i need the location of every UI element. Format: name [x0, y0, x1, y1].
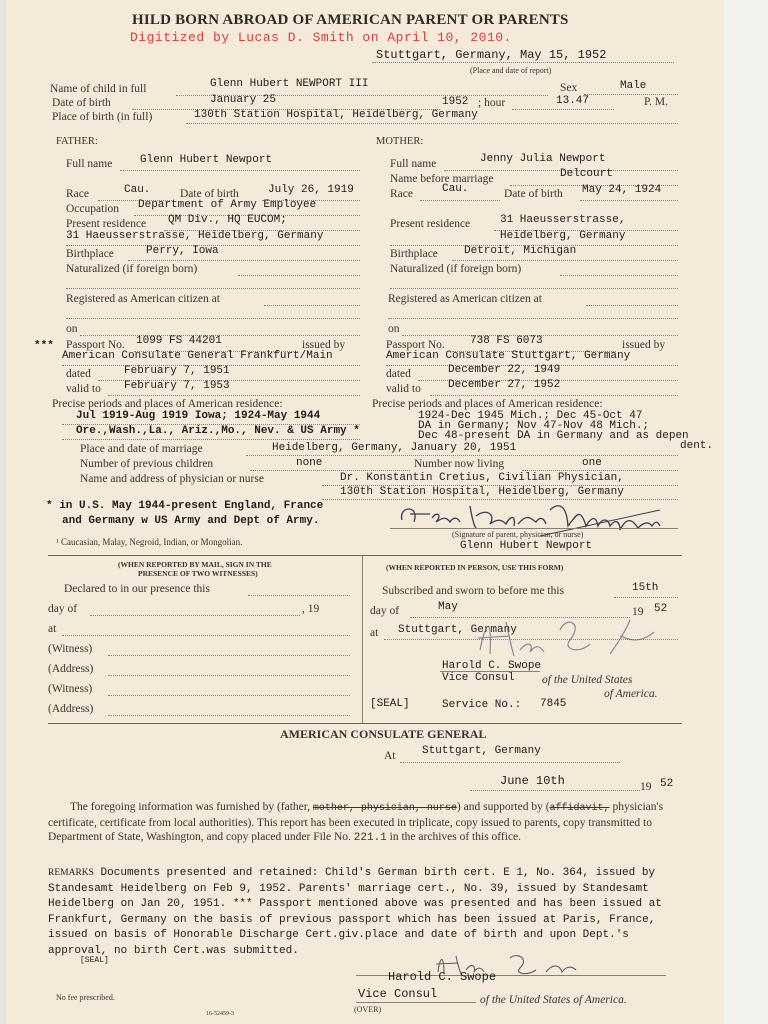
address-2: (Address) [48, 703, 94, 715]
sworn-place: Stuttgart, Germany [398, 624, 517, 636]
bottom-officer-title: Vice Consul [358, 987, 438, 1001]
mother-birthplace-label: Birthplace [390, 248, 438, 260]
father-dob-label: Date of birth [180, 188, 239, 200]
form-title: HILD BORN ABROAD OF AMERICAN PARENT OR PARENTS [132, 12, 569, 28]
mother-passport-label: Passport No. [386, 339, 445, 351]
father-passport-no: 1099 FS 44201 [136, 335, 222, 347]
report-place-date: Stuttgart, Germany, May 15, 1952 [376, 48, 607, 62]
father-dated-label: dated [66, 368, 91, 380]
file-number: 221.1 [353, 832, 387, 844]
marriage-value: Heidelberg, Germany, January 20, 1951 [272, 442, 517, 454]
remarks-block [48, 866, 688, 959]
place-date-caption: (Place and date of report) [470, 66, 552, 75]
mail-heading-1: (WHEN REPORTED BY MAIL, SIGN IN THE [118, 560, 272, 569]
marriage-label: Place and date of marriage [80, 443, 203, 455]
father-race-label: Race [66, 188, 89, 200]
father-periods-1: Jul 1919-Aug 1919 Iowa; 1924-May 1944 [76, 410, 321, 422]
sworn-of-us-2: of America. [604, 688, 658, 700]
father-valid-to: February 7, 1953 [124, 380, 230, 392]
right-day-of: day of [370, 605, 400, 617]
father-occupation-label: Occupation [66, 203, 120, 215]
consulate-year: 52 [660, 778, 674, 790]
service-no: 7845 [540, 698, 567, 710]
father-birthplace: Perry, Iowa [146, 245, 219, 257]
father-name-label: Full name [66, 158, 113, 170]
no-fee: No fee prescribed. [56, 993, 115, 1002]
sworn-officer-title: Vice Consul [442, 672, 515, 684]
mother-passport-no: 738 FS 6073 [470, 335, 543, 347]
bottom-of-us: of the United States of America. [480, 994, 627, 1006]
living-count: one [582, 457, 602, 469]
struck-informant: mother, physician, nurse [312, 803, 457, 814]
father-registered-label: Registered as American citizen at [66, 293, 220, 305]
mother-periods-1: 1924-Dec 1945 Mich.; Dec 45-Oct 47 [418, 410, 643, 422]
father-name: Glenn Hubert Newport [140, 154, 273, 166]
prev-children: none [296, 457, 323, 469]
paragraph-part-3: physician's certificate, certificate from local authorities). This report has been executed in triplicate, copy issued to parents, copy transmitted to Department of State, Washington, and copy placed under File No. [48, 801, 664, 843]
father-periods-label: Precise periods and places of American residence: [52, 398, 283, 410]
page-edge [724, 0, 768, 1024]
remarks-label: REMARKS [48, 868, 94, 878]
mother-birthplace: Detroit, Michigan [464, 245, 577, 257]
mother-residence-label: Present residence [390, 218, 471, 230]
mother-issued-by: American Consulate Stuttgart, Germany [386, 350, 631, 362]
mother-residence-2: Heidelberg, Germany [500, 230, 626, 242]
paragraph-part-4: in the archives of this office. [386, 831, 522, 843]
mail-heading-2: PRESENCE OF TWO WITNESSES) [138, 569, 258, 578]
father-birthplace-label: Birthplace [66, 248, 114, 260]
physician-label: Name and address of physician or nurse [80, 473, 264, 485]
mother-race-label: Race [390, 188, 413, 200]
right-year-prefix: 19 [632, 606, 644, 618]
physician-2: 130th Station Hospital, Heidelberg, Germany [340, 486, 624, 498]
mother-race: Cau. [442, 183, 469, 195]
mother-on-label: on [388, 323, 400, 335]
father-dob: July 26, 1919 [268, 184, 354, 196]
sex-label: Sex [560, 82, 578, 94]
child-hour: 13.47 [556, 95, 590, 107]
consulate-at: Stuttgart, Germany [422, 745, 541, 757]
over-note: (OVER) [354, 1005, 382, 1014]
mother-dated: December 22, 1949 [448, 364, 561, 376]
mother-dob: May 24, 1924 [582, 184, 662, 196]
furnished-paragraph [48, 800, 676, 845]
father-valid-label: valid to [66, 383, 101, 395]
mother-periods-3: Dec 48-present DA in Germany and as depen [418, 430, 689, 442]
left-at: at [48, 623, 57, 635]
consulate-year-prefix: 19 [640, 781, 652, 793]
father-race: Cau. [124, 184, 151, 196]
witness-1: (Witness) [48, 643, 93, 655]
father-passport-label: Passport No. [66, 339, 125, 351]
mother-periods-2: DA in Germany; Nov 47-Nov 48 Mich.; [418, 420, 650, 432]
witness-2: (Witness) [48, 683, 93, 695]
child-sex: Male [620, 80, 647, 92]
child-name: Glenn Hubert NEWPORT III [210, 78, 369, 90]
mother-registered-label: Registered as American citizen at [388, 293, 542, 305]
father-issued-by-label: issued by [302, 339, 346, 351]
mother-periods-label: Precise periods and places of American residence: [372, 398, 603, 410]
child-ampm: P. M. [644, 96, 668, 108]
left-year-prefix: , 19 [302, 603, 320, 615]
mother-residence-1: 31 Haeusserstrasse, [500, 214, 626, 226]
child-name-label: Name of child in full [50, 83, 147, 95]
sworn-of-us-1: of the United States [542, 674, 633, 686]
subscribed-text: Subscribed and sworn to before me this [382, 585, 565, 597]
mother-valid-label: valid to [386, 383, 421, 395]
consulate-date: June 10th [500, 774, 565, 788]
mother-maiden: Delcourt [560, 168, 613, 180]
passport-stars: *** [34, 340, 54, 352]
father-residence-2: 31 Haeusserstrasse, Heidelberg, Germany [66, 230, 324, 242]
signature-name: Glenn Hubert Newport [460, 540, 593, 552]
address-1: (Address) [48, 663, 94, 675]
child-pob-label: Place of birth (in full) [52, 111, 153, 123]
person-heading: (WHEN REPORTED IN PERSON, USE THIS FORM) [386, 563, 564, 572]
paragraph-part-2: ) and supported by ( [456, 801, 550, 813]
father-naturalized-label: Naturalized (if foreign born) [66, 263, 198, 275]
physician-1: Dr. Konstantin Cretius, Civilian Physician, [340, 472, 624, 484]
mother-issued-by-label: issued by [622, 339, 666, 351]
mother-dob-label: Date of birth [504, 188, 563, 200]
left-day-of: day of [48, 603, 78, 615]
mother-naturalized-label: Naturalized (if foreign born) [390, 263, 522, 275]
bottom-seal: [SEAL] [80, 956, 109, 965]
right-seal: [SEAL] [370, 698, 410, 710]
service-label: Service No.: [442, 699, 522, 711]
living-label: Number now living [414, 458, 505, 470]
hour-label: ; hour [478, 97, 506, 109]
father-dated: February 7, 1951 [124, 365, 230, 377]
child-pob: 130th Station Hospital, Heidelberg, Germany [194, 109, 478, 121]
mother-name: Jenny Julia Newport [480, 153, 606, 165]
digitized-note: Digitized by Lucas D. Smith on April 10, 2010. [130, 30, 512, 45]
right-at: at [370, 627, 379, 639]
race-footnote: ¹ Caucasian, Malay, Negroid, Indian, or Mongolian. [56, 537, 243, 547]
child-dob-day: January 25 [210, 94, 277, 106]
father-issued-by: American Consulate General Frankfurt/Main [62, 350, 333, 362]
declared-text: Declared to in our presence this [64, 583, 210, 595]
mother-heading: MOTHER: [376, 136, 424, 147]
father-residence-1: QM Div., HQ EUCOM; [168, 214, 287, 226]
sworn-day: 15th [632, 582, 659, 594]
form-number: 16-52459-3 [206, 1011, 234, 1017]
struck-affidavit: affidavit, [549, 803, 610, 814]
father-residence-label: Present residence [66, 218, 147, 230]
mother-periods-4: dent. [680, 440, 714, 452]
bottom-officer: Harold C. Swope [388, 970, 497, 984]
mother-valid-to: December 27, 1952 [448, 379, 561, 391]
paragraph-part-1: The foregoing information was furnished by (father, [70, 801, 313, 813]
prev-children-label: Number of previous children [80, 458, 214, 470]
mother-dated-label: dated [386, 368, 411, 380]
father-periods-2: Ore.,Wash.,La., Ariz.,Mo., Nev. & US Army * [76, 425, 360, 437]
remarks-text: Documents presented and retained: Child's German birth cert. E 1, No. 364, issued by Standesamt Heidelberg on Feb 9, 1952. Parents' marriage cert., No. 39, issued by Standesamt Heidelberg on Jan 20, 1951. *** Passport mentioned above was presented and has been issued at Frankfurt, Germany on the basis of previous passport which has been issued at Paris, France, issued on basis of Honorable Discharge Cert.giv.place and date of birth and upon Dept.'s approval, no birth Cert.was submitted. [48, 867, 662, 957]
consulate-heading: AMERICAN CONSULATE GENERAL [280, 727, 487, 741]
mother-name-label: Full name [390, 158, 437, 170]
father-on-label: on [66, 323, 78, 335]
consulate-at-label: At [384, 750, 396, 762]
sworn-officer: Harold C. Swope [442, 660, 542, 672]
sworn-year: 52 [654, 603, 668, 615]
child-dob-year: 1952 [442, 96, 469, 108]
father-occupation: Department of Army Employee [138, 199, 317, 211]
child-dob-label: Date of birth [52, 97, 111, 109]
mother-maiden-label: Name before marriage [390, 173, 494, 185]
signature-caption: (Signature of parent, physician, or nurse) [452, 530, 584, 539]
footnote-star-2: and Germany w US Army and Dept of Army. [62, 515, 320, 527]
footnote-star: * in U.S. May 1944-present England, France [46, 500, 324, 512]
sworn-month: May [438, 601, 458, 613]
father-heading: FATHER: [56, 136, 98, 147]
